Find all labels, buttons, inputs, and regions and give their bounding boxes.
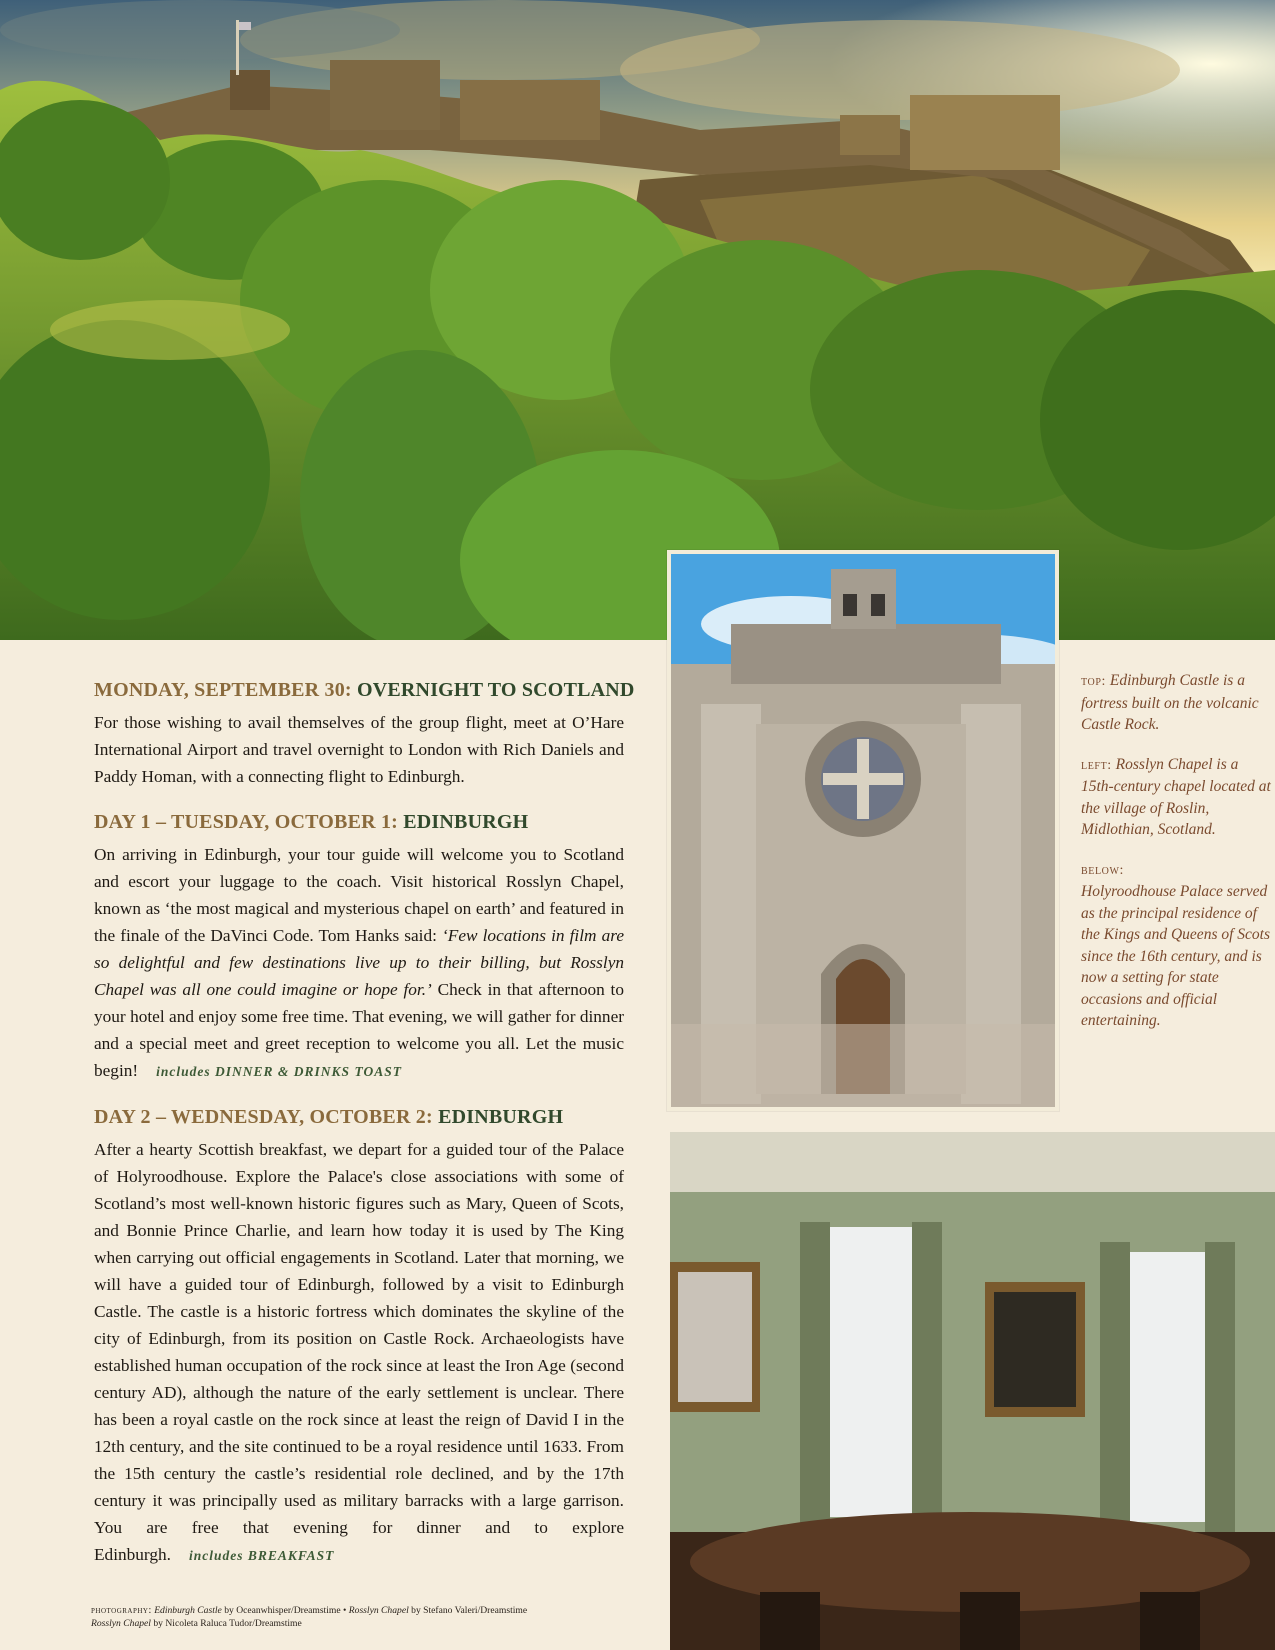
caption-left-label: left: — [1081, 757, 1112, 773]
day2-includes: includes BREAKFAST — [188, 1548, 335, 1563]
photo-credits — [91, 1604, 651, 1630]
holyroodhouse-palace-photo — [670, 1132, 1275, 1650]
credit-3-by: by Nicoleta Raluca Tudor/Dreamstime — [150, 1618, 302, 1629]
day1-place: EDINBURGH — [403, 811, 529, 833]
day1-body-b: Check in that afternoon to your hotel and enjoy some free time. That evening, we will gather for dinner and a special meet and greet reception to welcome you all. Let the music begin! — [94, 980, 625, 1080]
monday-body: For those wishing to avail themselves of the group flight, meet at O’Hare International Airport and travel overnight to London with Rich Daniels and Paddy Homan, with a connecting flight to Edinburgh. — [94, 713, 624, 786]
credit-2-by: by Stefano Valeri/Dreamstime — [408, 1605, 528, 1616]
caption-below-text: Holyroodhouse Palace served as the principal residence of the Kings and Queens of Scots since the 16th century, and is now a setting for state occasions and official entertaining. — [1081, 883, 1270, 1029]
day2-date: DAY 2 – WEDNESDAY, OCTOBER 2: — [94, 1106, 433, 1128]
monday-place: OVERNIGHT TO SCOTLAND — [356, 679, 635, 701]
chapel-illustration — [671, 554, 1055, 1107]
day1-includes: includes DINNER & DRINKS TOAST — [156, 1064, 402, 1079]
credit-1-by: by Oceanwhisper/Dreamstime — [221, 1605, 341, 1616]
monday-date: MONDAY, SEPTEMBER 30: — [94, 679, 352, 701]
day2-heading — [94, 1103, 624, 1131]
caption-left — [1081, 754, 1271, 841]
day2-body-text: After a hearty Scottish breakfast, we depart for a guided tour of the Palace of Holyroodhouse. Explore the Palace's close associations with some of Scotland’s most well-known historic figures such as Mary, Queen of Scots, and Bonnie Prince Charlie, and learn how today it is used by The King when carrying out official engagements in Scotland. Later that morning, we will have a guided tour of Edinburgh, followed by a visit to Edinburgh Castle. The castle is a historic fortress which dominates the skyline of the city of Edinburgh, from its position on Castle Rock. Archaeologists have established human occupation of the rock since at least the Iron Age (second century AD), although the nature of the early settlement is unclear. There has been a royal castle on the rock since at least the reign of David I in the 12th century, and the site continued to be a royal residence until 1633. From the 15th century the castle’s residential role declined, and by the 17th century it was principally used as military barracks with a large garrison. You are free that evening for dinner and to explore Edinburgh. — [94, 1140, 624, 1564]
credit-3-title: Rosslyn Chapel — [91, 1618, 151, 1629]
day1-body-a: On arriving in Edinburgh, your tour guide will welcome you to Scotland and escort your luggage to the coach. Visit historical Rosslyn Chapel, known as ‘the most magical and mysterious chapel on earth’ and featured in the finale of the DaVinci Code. Tom Hanks said: — [94, 845, 624, 945]
day2-body — [94, 1136, 624, 1569]
day1-date: DAY 1 – TUESDAY, OCTOBER 1: — [94, 811, 399, 833]
rosslyn-chapel-photo — [667, 550, 1059, 1111]
credit-2-title: Rosslyn Chapel — [348, 1605, 409, 1616]
edinburgh-castle-photo — [0, 0, 1275, 640]
castle-illustration — [0, 0, 1275, 640]
monday-heading — [94, 676, 635, 704]
credits-label: photography: — [91, 1605, 152, 1616]
tom-hanks-quote: ‘Few locations in film are so delightful and few destinations live up to their billing, but Rosslyn Chapel was all one could imagine or hope for.’ — [94, 926, 624, 999]
caption-top — [1081, 670, 1271, 736]
caption-below-label: below: — [1081, 862, 1125, 878]
day2-place: EDINBURGH — [438, 1106, 564, 1128]
day1-heading — [94, 808, 624, 836]
caption-below — [1081, 859, 1271, 1032]
credit-1-title: Edinburgh Castle — [154, 1605, 222, 1616]
photo-captions — [1081, 670, 1271, 1050]
caption-top-label: top: — [1081, 674, 1107, 689]
caption-left-text: Rosslyn Chapel is a 15th-century chapel located at the village of Roslin, Midlothian, Scotland. — [1081, 755, 1271, 838]
credit-separator: • — [340, 1605, 349, 1616]
day1-body — [94, 841, 624, 1085]
palace-illustration — [670, 1132, 1275, 1650]
caption-top-text: Edinburgh Castle is a fortress built on the volcanic Castle Rock. — [1081, 672, 1259, 733]
itinerary-content — [94, 676, 635, 1569]
